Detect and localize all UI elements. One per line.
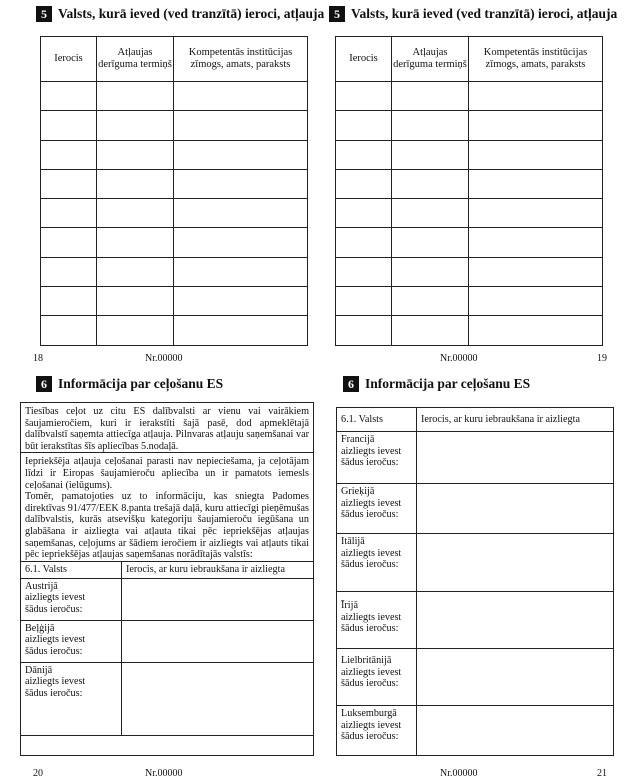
section-title: Informācija par ceļošanu ES bbox=[58, 376, 224, 391]
info-paragraph-1: Tiesības ceļot uz citu ES dalībvalsti ar vienu vai vairākiem šaujamieročiem, kuri ir ierakstīti šajā pasē, dod apmeklētajā dalībvalstī saņemta attiecīga atļauja. Pilnvaras atļauju saņemšanai var būt ierakstītas šīs apliecības 5.nodaļā. bbox=[21, 403, 313, 453]
country-cell: Īrijā aizliegts ievest šādus ieročus: bbox=[337, 592, 417, 649]
country-cell: Dānijā aizliegts ievest šādus ieročus: bbox=[21, 662, 122, 735]
table-row bbox=[41, 316, 308, 345]
info-paragraph-2: Iepriekšēja atļauja ceļošanai parasti nav nepieciešama, ja ceļotājam līdzi ir Eiropas šaujamieroču apliecība un ir pamatots iemesls ceļošanai (ielūgums). bbox=[25, 456, 309, 491]
table-row bbox=[21, 662, 314, 735]
table-row bbox=[337, 592, 614, 649]
section-title: Informācija par ceļošanu ES bbox=[365, 376, 531, 391]
col-header-country: 6.1. Valsts bbox=[21, 561, 122, 578]
banned-weapon-cell[interactable] bbox=[122, 662, 314, 735]
table-row bbox=[41, 257, 308, 286]
country-restrictions-table-left bbox=[20, 561, 314, 736]
table-row bbox=[336, 111, 603, 140]
section-number: 5 bbox=[36, 6, 52, 22]
table-row bbox=[336, 82, 603, 111]
banned-weapon-cell[interactable] bbox=[417, 484, 614, 534]
section5-header-left bbox=[36, 5, 324, 23]
table-row bbox=[41, 82, 308, 111]
table-row bbox=[336, 228, 603, 257]
country-cell: Beļģijā aizliegts ievest šādus ieročus: bbox=[21, 620, 122, 662]
info-paragraph-3: Tomēr, pamatojoties uz to informāciju, kas sniegta Padomes direktīvas 91/477/EEK 8.panta trešajā daļā, kuru attiecīgi pieņēmušas dalībvalstis, kurās atsevišķu kategoriju šaujamieroču iegūšana un glabāšana ir aizliegta vai atļauta tikai pēc iepriekšējas atļaujas saņemšanas, ceļojums ar šādiem ieročiem ir aizliegts vai atļauts tikai pēc iepriekšējas atļaujas saņemšanas norādītajās valstīs: bbox=[25, 491, 309, 561]
table-row bbox=[336, 199, 603, 228]
section6-header-right bbox=[343, 375, 530, 393]
col-header-weapon: Ierocis bbox=[336, 37, 392, 82]
table-row bbox=[336, 140, 603, 169]
table-row bbox=[41, 228, 308, 257]
section-number: 6 bbox=[36, 376, 52, 392]
col-header-validity: Atļaujas derīguma termiņš bbox=[97, 37, 174, 82]
banned-weapon-cell[interactable] bbox=[122, 620, 314, 662]
table-row bbox=[41, 111, 308, 140]
table-row bbox=[337, 649, 614, 706]
table-row bbox=[21, 578, 314, 620]
permit-table-left bbox=[40, 36, 308, 346]
table-row bbox=[41, 140, 308, 169]
banned-weapon-cell[interactable] bbox=[417, 706, 614, 756]
table-row bbox=[41, 169, 308, 198]
info-paragraph-2-3 bbox=[21, 453, 313, 561]
table-row bbox=[336, 257, 603, 286]
eu-travel-info-box bbox=[20, 402, 314, 756]
page-number: 20 bbox=[33, 768, 43, 779]
section6-header-left bbox=[36, 375, 223, 393]
document-number: Nr.00000 bbox=[440, 768, 478, 779]
table-row bbox=[336, 316, 603, 345]
country-restrictions-table-right bbox=[336, 407, 614, 756]
country-cell: Francijā aizliegts ievest šādus ieročus: bbox=[337, 432, 417, 484]
banned-weapon-cell[interactable] bbox=[122, 578, 314, 620]
table-row bbox=[336, 169, 603, 198]
col-header-authority: Kompetentās institūcijas zīmogs, amats, paraksts bbox=[469, 37, 603, 82]
section-number: 5 bbox=[329, 6, 345, 22]
document-number: Nr.00000 bbox=[145, 768, 183, 779]
page-number: 21 bbox=[597, 768, 607, 779]
col-header-country: 6.1. Valsts bbox=[337, 408, 417, 432]
document-number: Nr.00000 bbox=[145, 353, 183, 364]
table-row bbox=[337, 706, 614, 756]
table-row bbox=[41, 287, 308, 316]
country-cell: Lielbritānijā aizliegts ievest šādus ieročus: bbox=[337, 649, 417, 706]
table-row bbox=[337, 484, 614, 534]
table-row bbox=[21, 620, 314, 662]
col-header-validity: Atļaujas derīguma termiņš bbox=[392, 37, 469, 82]
col-header-weapon: Ierocis bbox=[41, 37, 97, 82]
banned-weapon-cell[interactable] bbox=[417, 534, 614, 592]
col-header-banned-weapon: Ierocis, ar kuru iebraukšana ir aizliegta bbox=[417, 408, 614, 432]
country-cell: Grieķijā aizliegts ievest šādus ieročus: bbox=[337, 484, 417, 534]
page-number: 19 bbox=[597, 353, 607, 364]
section-number: 6 bbox=[343, 376, 359, 392]
table-row bbox=[337, 432, 614, 484]
section-title: Valsts, kurā ieved (ved tranzītā) ieroci, atļauja bbox=[351, 6, 618, 21]
table-row bbox=[337, 534, 614, 592]
section-title: Valsts, kurā ieved (ved tranzītā) ieroci, atļauja bbox=[58, 6, 325, 21]
table-row bbox=[336, 287, 603, 316]
col-header-authority: Kompetentās institūcijas zīmogs, amats, paraksts bbox=[174, 37, 308, 82]
col-header-banned-weapon: Ierocis, ar kuru iebraukšana ir aizliegta bbox=[122, 561, 314, 578]
banned-weapon-cell[interactable] bbox=[417, 592, 614, 649]
banned-weapon-cell[interactable] bbox=[417, 432, 614, 484]
page-number: 18 bbox=[33, 353, 43, 364]
permit-table-right bbox=[335, 36, 603, 346]
document-number: Nr.00000 bbox=[440, 353, 478, 364]
banned-weapon-cell[interactable] bbox=[417, 649, 614, 706]
country-cell: Austrijā aizliegts ievest šādus ieročus: bbox=[21, 578, 122, 620]
country-cell: Itālijā aizliegts ievest šādus ieročus: bbox=[337, 534, 417, 592]
section5-header-right bbox=[329, 5, 617, 23]
country-cell: Luksemburgā aizliegts ievest šādus ieročus: bbox=[337, 706, 417, 756]
table-row bbox=[41, 199, 308, 228]
